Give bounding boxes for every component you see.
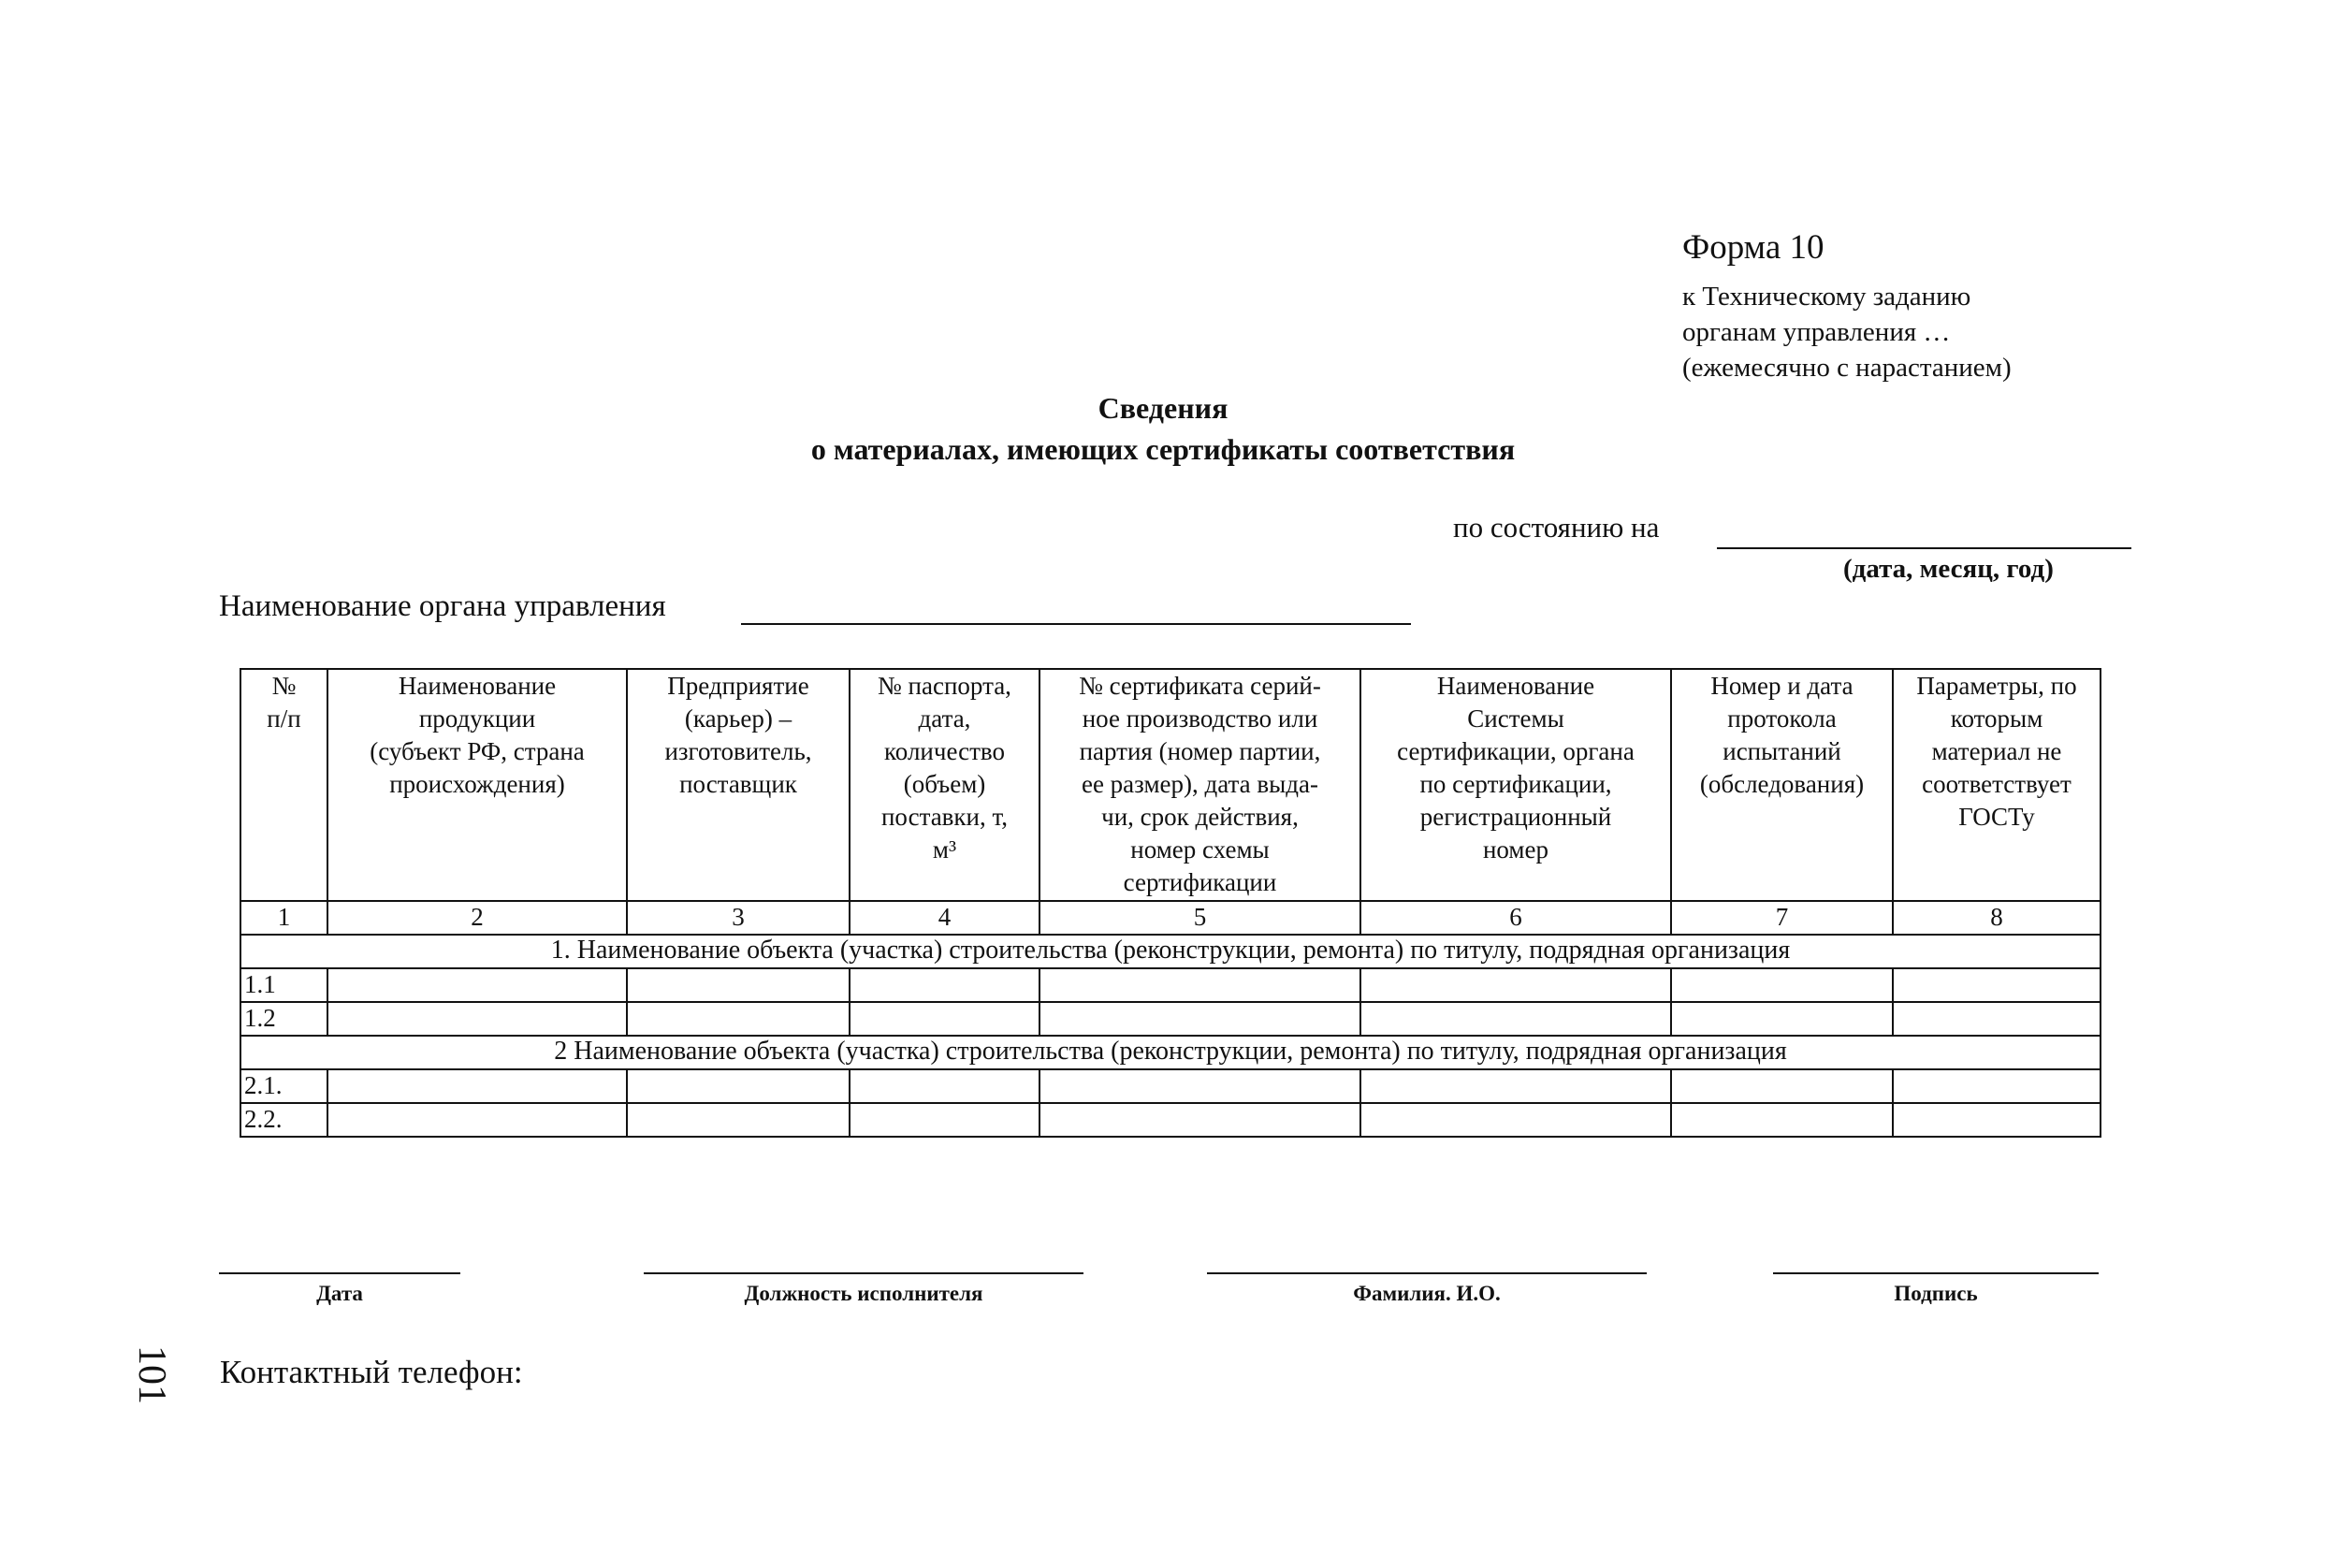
- row-number: 2.1.: [240, 1069, 327, 1103]
- header-text: чи, срок действия,: [1101, 803, 1299, 831]
- table-cell[interactable]: [1039, 1069, 1360, 1103]
- contact-phone-label: Контактный телефон:: [220, 1354, 523, 1390]
- form-subtitle-3: (ежемесячно с нарастанием): [1682, 353, 2012, 383]
- form-subtitle-1: к Техническому заданию: [1682, 282, 1971, 312]
- header-text: Параметры, по: [1916, 672, 2077, 700]
- header-text: сертификации, органа: [1397, 737, 1635, 765]
- header-text: № паспорта,: [878, 672, 1011, 700]
- column-number: 7: [1671, 901, 1893, 935]
- section-title: 1. Наименование объекта (участка) строительства (реконструкции, ремонта) по титулу, подрядная организация: [240, 935, 2101, 968]
- state-date-label: по состоянию на: [1453, 511, 1660, 544]
- table-cell[interactable]: [627, 1103, 850, 1137]
- header-cell-8: [1893, 669, 2101, 901]
- table-cell[interactable]: [1893, 1069, 2101, 1103]
- header-text: поставщик: [679, 770, 797, 798]
- header-text: дата,: [918, 704, 971, 733]
- table-row: [240, 1103, 2101, 1137]
- header-text: продукции: [418, 704, 536, 733]
- section-title: 2 Наименование объекта (участка) строительства (реконструкции, ремонта) по титулу, подрядная организация: [240, 1036, 2101, 1069]
- header-text: №: [271, 672, 297, 700]
- date-label: Дата: [316, 1282, 363, 1305]
- table-row: [240, 968, 2101, 1002]
- table-row: [240, 1002, 2101, 1036]
- position-signature-line[interactable]: [644, 1272, 1083, 1274]
- column-number: 5: [1039, 901, 1360, 935]
- header-text: поставки, т,: [880, 803, 1009, 831]
- table-cell[interactable]: [627, 1002, 850, 1036]
- form-subtitle-2: органам управления …: [1682, 317, 1951, 347]
- header-text: партия (номер партии,: [1079, 737, 1321, 765]
- header-text: протокола: [1727, 704, 1837, 733]
- column-number: 4: [850, 901, 1039, 935]
- header-cell-6: [1360, 669, 1671, 901]
- header-text: которым: [1950, 704, 2043, 733]
- org-name-label: Наименование органа управления: [219, 589, 666, 623]
- org-name-field[interactable]: [741, 623, 1411, 625]
- header-text: ГОСТу: [1958, 803, 2035, 831]
- table-cell[interactable]: [627, 1069, 850, 1103]
- signature-label: Подпись: [1894, 1282, 1978, 1305]
- table-cell[interactable]: [1039, 968, 1360, 1002]
- header-cell-5: [1039, 669, 1360, 901]
- header-text: Наименование: [398, 672, 557, 700]
- header-text: сертификации: [1123, 868, 1277, 896]
- table-cell[interactable]: [327, 1103, 627, 1137]
- table-cell[interactable]: [850, 1069, 1039, 1103]
- table-cell[interactable]: [1360, 1103, 1671, 1137]
- header-row: [240, 669, 2101, 901]
- table-cell[interactable]: [850, 1002, 1039, 1036]
- table-cell[interactable]: [1039, 1002, 1360, 1036]
- name-label: Фамилия. И.О.: [1353, 1282, 1501, 1305]
- table-cell[interactable]: [327, 1069, 627, 1103]
- header-cell-3: [627, 669, 850, 901]
- name-signature-line[interactable]: [1207, 1272, 1647, 1274]
- table-cell[interactable]: [627, 968, 850, 1002]
- table-cell[interactable]: [1360, 1069, 1671, 1103]
- header-text: (карьер) –: [684, 704, 792, 733]
- header-text: количество: [884, 737, 1005, 765]
- table-cell[interactable]: [1360, 968, 1671, 1002]
- table-cell[interactable]: [1671, 1103, 1893, 1137]
- table-row: [240, 1069, 2101, 1103]
- row-number: 1.2: [240, 1002, 327, 1036]
- header-text: соответствует: [1922, 770, 2072, 798]
- header-text: ее размер), дата выда-: [1081, 770, 1319, 798]
- date-signature-line[interactable]: [219, 1272, 460, 1274]
- header-text: Системы: [1467, 704, 1564, 733]
- header-text: № сертификата серий-: [1079, 672, 1321, 700]
- table-cell[interactable]: [850, 1103, 1039, 1137]
- certificates-table: [240, 668, 2101, 1138]
- table-cell[interactable]: [1671, 1069, 1893, 1103]
- header-text: по сертификации,: [1419, 770, 1612, 798]
- header-cell-7: [1671, 669, 1893, 901]
- header-text: регистрационный: [1419, 803, 1612, 831]
- header-text: (субъект РФ, страна: [370, 737, 585, 765]
- table-cell[interactable]: [327, 1002, 627, 1036]
- table-cell[interactable]: [1893, 1103, 2101, 1137]
- state-date-field[interactable]: [1717, 547, 2131, 549]
- header-text: номер схемы: [1130, 835, 1270, 864]
- column-number: 3: [627, 901, 850, 935]
- state-date-hint: (дата, месяц, год): [1843, 554, 2054, 584]
- header-text: испытаний: [1723, 737, 1841, 765]
- column-number: 1: [240, 901, 327, 935]
- header-text: Предприятие: [667, 672, 809, 700]
- header-text: п/п: [267, 704, 301, 733]
- table-cell[interactable]: [1360, 1002, 1671, 1036]
- table-cell[interactable]: [1671, 968, 1893, 1002]
- header-text: (объем): [903, 770, 986, 798]
- header-text: изготовитель,: [664, 737, 812, 765]
- section-row: [240, 1036, 2101, 1069]
- form-number: Форма 10: [1682, 228, 1824, 267]
- section-row: [240, 935, 2101, 968]
- document-subtitle: о материалах, имеющих сертификаты соответствия: [810, 432, 1516, 466]
- header-cell-4: [850, 669, 1039, 901]
- table-cell[interactable]: [327, 968, 627, 1002]
- column-number: 6: [1360, 901, 1671, 935]
- header-cell-2: [327, 669, 627, 901]
- signature-line[interactable]: [1773, 1272, 2099, 1274]
- table-cell[interactable]: [1893, 1002, 2101, 1036]
- column-numbers-row: [240, 901, 2101, 935]
- header-text: материал не: [1931, 737, 2062, 765]
- header-text: Наименование: [1436, 672, 1595, 700]
- table-cell[interactable]: [1671, 1002, 1893, 1036]
- table-cell[interactable]: [1039, 1103, 1360, 1137]
- header-text: происхождения): [389, 770, 565, 798]
- header-text: ное производство или: [1082, 704, 1318, 733]
- header-text: (обследования): [1699, 770, 1865, 798]
- position-label: Должность исполнителя: [744, 1282, 983, 1305]
- row-number: 2.2.: [240, 1103, 327, 1137]
- table-cell[interactable]: [1893, 968, 2101, 1002]
- page-number: 101: [130, 1345, 173, 1404]
- header-text: номер: [1482, 835, 1548, 864]
- column-number: 8: [1893, 901, 2101, 935]
- header-text: м³: [932, 835, 957, 864]
- row-number: 1.1: [240, 968, 327, 1002]
- header-cell-1: [240, 669, 327, 901]
- column-number: 2: [327, 901, 627, 935]
- document-title: Сведения: [1098, 391, 1228, 425]
- header-text: Номер и дата: [1710, 672, 1854, 700]
- table-cell[interactable]: [850, 968, 1039, 1002]
